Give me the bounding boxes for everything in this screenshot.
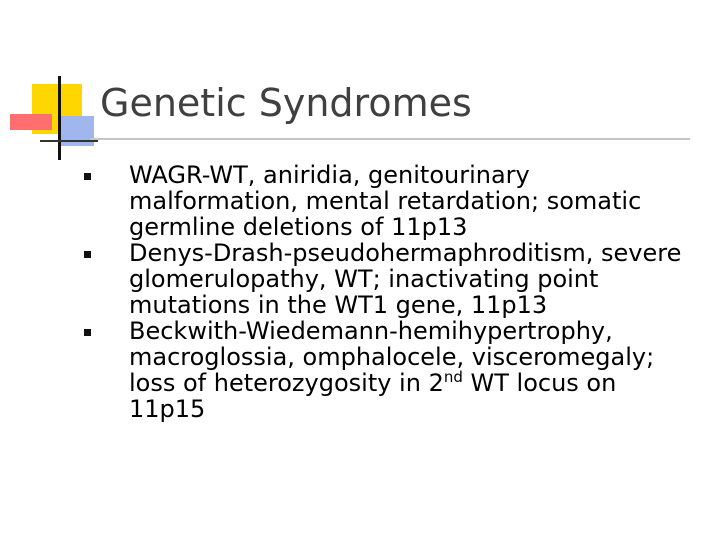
title-underline-rule: [90, 138, 690, 140]
bullet-text-line: [129, 370, 704, 396]
bullet-text-line: germline deletions of 11p13: [129, 213, 468, 241]
bullet-text-line: glomerulopathy, WT; inactivating point: [129, 265, 599, 293]
square-bullet-icon: [84, 329, 91, 336]
square-bullet-icon: [84, 251, 91, 258]
superscript-text: nd: [443, 368, 463, 386]
bullet-text-line: Beckwith-Wiedemann-hemihypertrophy,: [129, 317, 613, 345]
horizontal-line-decoration: [40, 140, 98, 142]
bullet-list: [84, 162, 704, 422]
bullet-text-line: macroglossia, omphalocele, visceromegaly;: [129, 343, 655, 371]
red-bar-decoration: [10, 114, 52, 130]
bullet-text-line: WAGR-WT, aniridia, genitourinary: [129, 161, 530, 189]
vertical-line-decoration: [58, 76, 61, 160]
bullet-text-line: 11p15: [129, 395, 206, 423]
bullet-item-beckwith-wiedemann: [84, 318, 704, 422]
square-bullet-icon: [84, 173, 91, 180]
bullet-item-denys-drash: [84, 240, 704, 318]
bullet-text-segment: WT locus on: [462, 369, 617, 397]
bullet-text-line: mutations in the WT1 gene, 11p13: [129, 291, 548, 319]
bullet-item-wagr: [84, 162, 704, 240]
bullet-text-line: Denys-Drash-pseudohermaphroditism, severe: [129, 239, 682, 267]
slide-title: Genetic Syndromes: [100, 81, 472, 125]
bullet-text-segment: loss of heterozygosity in 2: [129, 369, 444, 397]
bullet-text-line: malformation, mental retardation; somatic: [129, 187, 642, 215]
